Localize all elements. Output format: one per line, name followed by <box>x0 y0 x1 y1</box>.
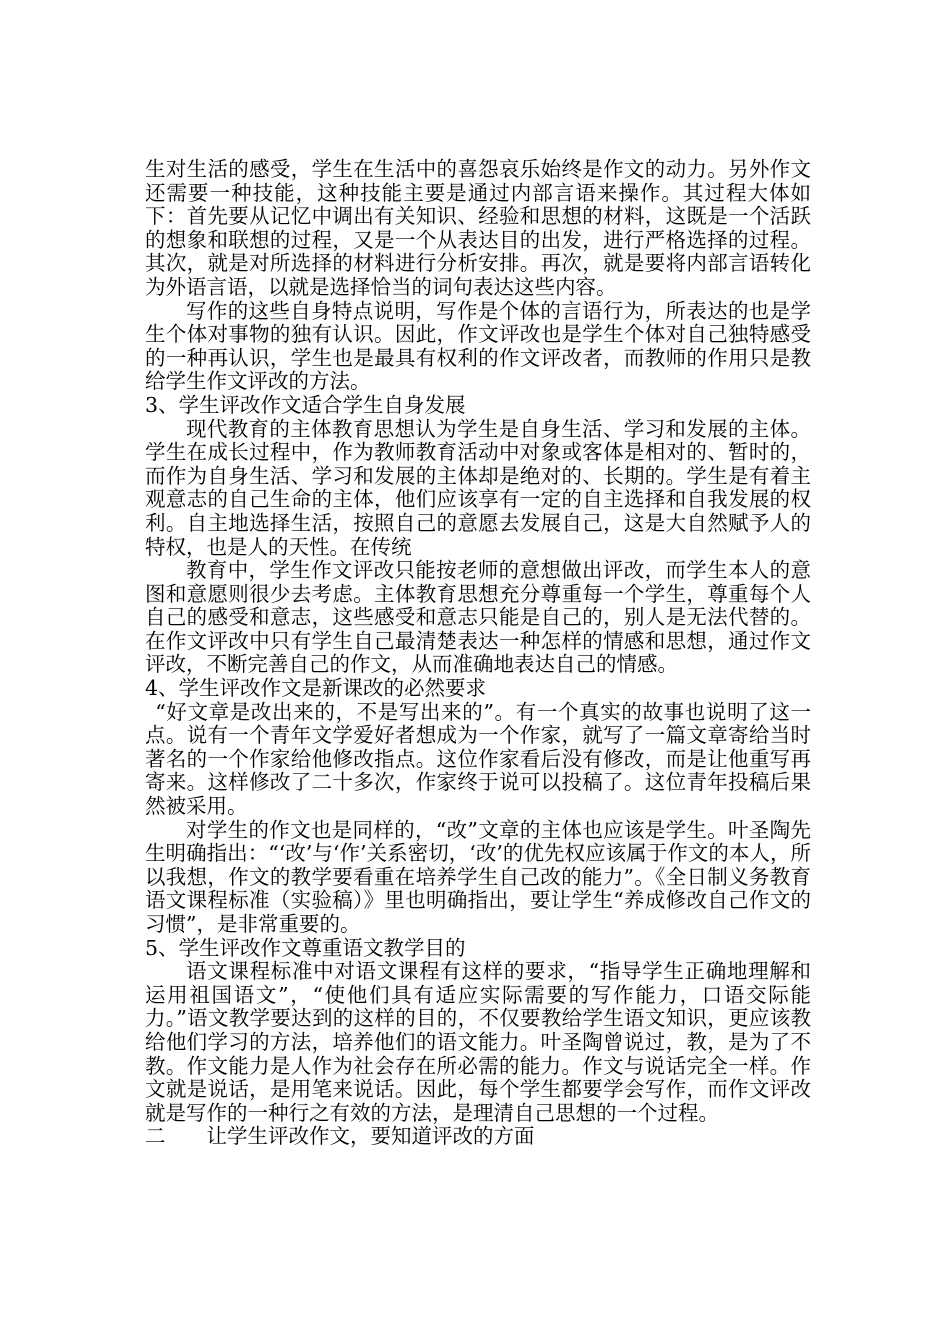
paragraph-curriculum-standard: 语文课程标准中对语文课程有这样的要求，“指导学生正确地理解和运用祖国语文”，“使他们具有适应实际需要的写作能力，口语交际能力。”语文教学要达到的这样的目的，不仅要教给学生语文知识，更应该教给他们学习的方法，培养他们的语文能力。叶圣陶曾说过，教，是为了不教。作文能力是人作为社会存在所必需的能力。作文与说话完全一样。作文就是说话，是用笔来说话。因此，每个学生都要学会写作，而作文评改就是写作的一种行之有效的方法，是理清自己思想的一个过程。 <box>145 959 811 1125</box>
heading-point-5: 5、学生评改作文尊重语文教学目的 <box>145 935 466 960</box>
section-heading-2: 二 让学生评改作文，要知道评改的方面 <box>145 1124 535 1149</box>
body-text <box>145 158 811 1149</box>
paragraph-good-article-story: “好文章是改出来的，不是写出来的”。有一个真实的故事也说明了这一点。说有一个青年文学爱好者想成为一个作家，就写了一篇文章寄给当时著名的一个作家给他修改指点。这位作家看后没有修改，而是让他重写再寄来。这样修改了二十多次，作家终于说可以投稿了。这位青年投稿后果然被采用。 <box>145 699 811 819</box>
paragraph-continuation: 生对生活的感受，学生在生活中的喜怨哀乐始终是作文的动力。另外作文还需要一种技能，这种技能主要是通过内部言语来操作。其过程大体如下：首先要从记忆中调出有关知识、经验和思想的材料，这既是一个活跃的想象和联想的过程，又是一个从表达目的出发，进行严格选择的过程。其次，就是对所选择的材料进行分析安排。再次，就是要将内部言语转化为外语言语，以就是选择恰当的词句表达这些内容。 <box>145 157 811 299</box>
paragraph-ye-shengtao-quote: 对学生的作文也是同样的，“改”文章的主体也应该是学生。叶圣陶先生明确指出：“‘改’与‘作’关系密切，‘改’的优先权应该属于作文的本人，所以我想，作文的教学要看重在培养学生自己改的能力”。《全日制义务教育语文课程标准（实验稿）》里也明确指出，要让学生“养成修改自己作文的习惯”，是非常重要的。 <box>145 817 811 936</box>
paragraph-subject-education: 现代教育的主体教育思想认为学生是自身生活、学习和发展的主体。学生在成长过程中，作为教师教育活动中对象或客体是相对的、暂时的，而作为自身生活、学习和发展的主体却是绝对的、长期的。学生是有着主观意志的自己生命的主体，他们应该享有一定的自主选择和自我发展的权利。自主地选择生活，按照自己的意愿去发展自己，这是大自然赋予人的特权，也是人的天性。在传统 <box>145 416 811 559</box>
heading-point-3: 3、学生评改作文适合学生自身发展 <box>145 392 466 417</box>
paragraph-traditional-education: 教育中，学生作文评改只能按老师的意想做出评改，而学生本人的意图和意愿则很少去考虑。主体教育思想充分尊重每一个学生，尊重每个人自己的感受和意志，这些感受和意志只能是自己的，别人是无法代替的。在作文评改中只有学生自己最清楚表达一种怎样的情感和思想，通过作文评改，不断完善自己的作文，从而准确地表达自己的情感。 <box>145 558 811 677</box>
paragraph-writing-features: 写作的这些自身特点说明，写作是个体的言语行为，所表达的也是学生个体对事物的独有认识。因此，作文评改也是学生个体对自己独特感受的一种再认识，学生也是最具有权利的作文评改者，而教师的作用只是教给学生作文评改的方法。 <box>145 298 811 394</box>
heading-point-4: 4、学生评改作文是新课改的必然要求 <box>145 676 487 701</box>
